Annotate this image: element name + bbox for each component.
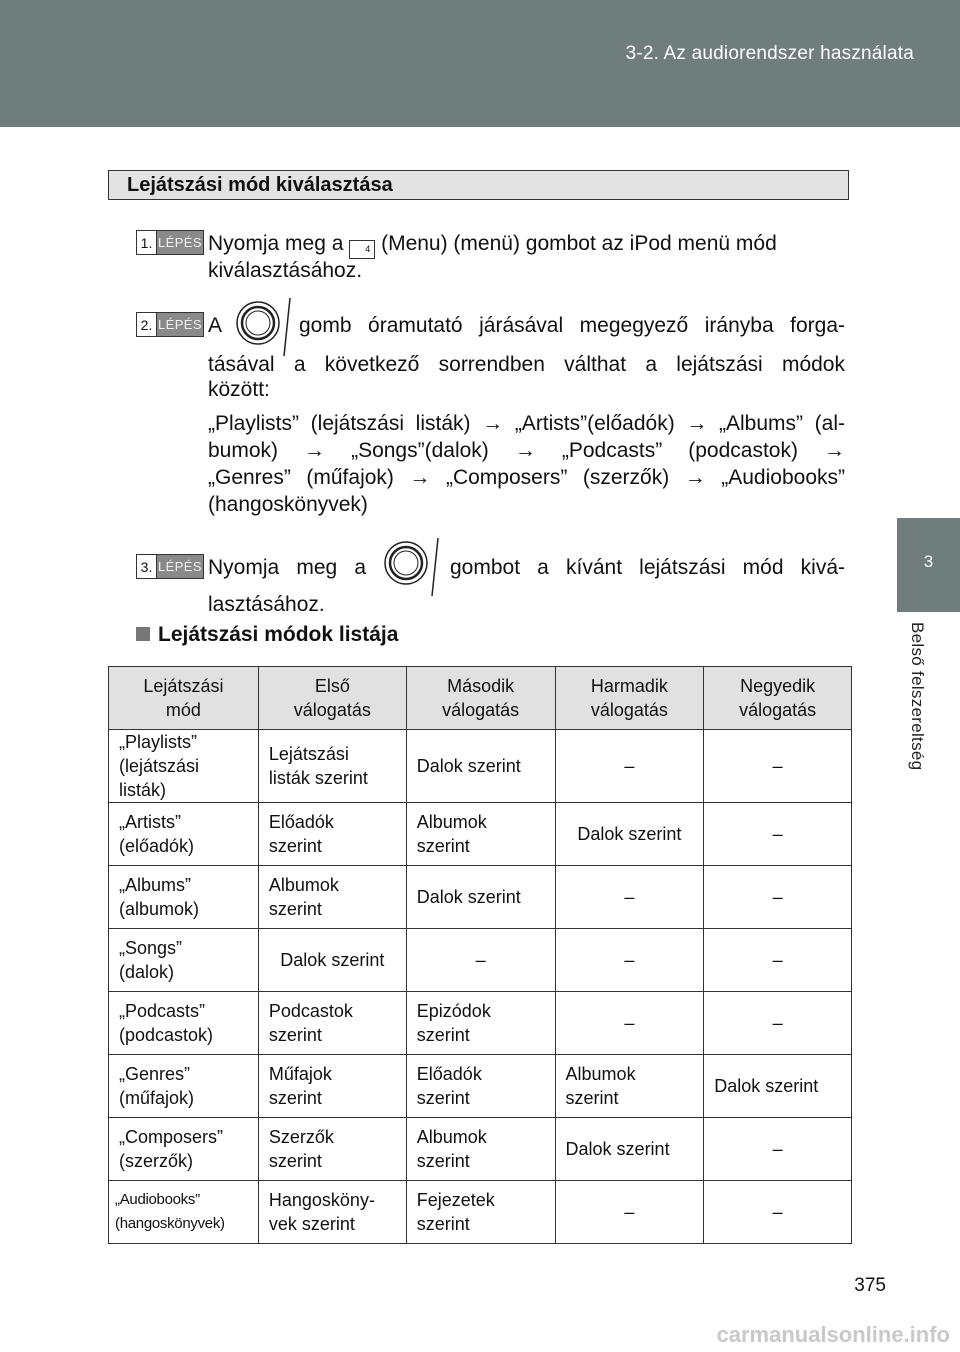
table-row <box>109 730 852 803</box>
section-title: Lejátszási mód kiválasztása <box>127 174 393 196</box>
table-cell: „Songs” (dalok) <box>109 929 259 992</box>
table-cell: Dalok szerint <box>704 1055 852 1118</box>
playback-modes-table <box>108 666 852 1244</box>
table-row <box>109 803 852 866</box>
table-cell: „Playlists” (lejátszási listák) <box>109 730 259 803</box>
table-cell: – <box>555 1181 704 1244</box>
table-cell: „Podcasts” (podcastok) <box>109 992 259 1055</box>
table-cell: – <box>704 866 852 929</box>
table-row <box>109 992 852 1055</box>
table-cell: – <box>704 1118 852 1181</box>
step-word: LÉPÉS <box>157 313 203 336</box>
table-cell: Epizódok szerint <box>406 992 555 1055</box>
step-number: 3. <box>137 555 157 578</box>
list-heading-text: Lejátszási módok listája <box>158 623 399 646</box>
table-cell: Albumok szerint <box>406 1118 555 1181</box>
table-cell: – <box>704 803 852 866</box>
table-cell: – <box>704 992 852 1055</box>
table-cell: Dalok szerint <box>258 929 406 992</box>
step-1-line-1 <box>208 230 777 259</box>
table-cell: Albumok szerint <box>555 1055 704 1118</box>
table-cell: „Albums” (albumok) <box>109 866 259 929</box>
table-row <box>109 866 852 929</box>
table-cell: Műfajok szerint <box>258 1055 406 1118</box>
table-cell: Lejátszási listák szerint <box>258 730 406 803</box>
step-2-line-3: között: <box>208 378 270 401</box>
footer-watermark: carmanualsonline.info <box>716 1322 950 1347</box>
step-3-line-1a: Nyomja meg a <box>208 556 366 579</box>
step-word: LÉPÉS <box>157 231 203 254</box>
step-1-text-after: (Menu) (menü) gombot az iPod menü mód <box>381 232 777 255</box>
table-cell: Szerzők szerint <box>258 1118 406 1181</box>
table-row <box>109 1118 852 1181</box>
table-cell: Dalok szerint <box>555 803 704 866</box>
table-cell: Dalok szerint <box>406 730 555 803</box>
table-cell: Dalok szerint <box>555 1118 704 1181</box>
header-cell: Negyedik válogatás <box>704 667 852 730</box>
table-cell: – <box>555 730 704 803</box>
table-cell: – <box>704 730 852 803</box>
step-1-text-before: Nyomja meg a <box>208 232 344 255</box>
header-section-title: 3-2. Az audiorendszer használata <box>625 43 914 64</box>
table-cell: „Audiobooks” (hangoskönyvek) <box>109 1181 259 1244</box>
menu-key-icon: 4 <box>349 240 375 259</box>
step-badge-2 <box>136 312 204 337</box>
table-cell: „Genres” (műfajok) <box>109 1055 259 1118</box>
table-cell: Hangosköny- vek szerint <box>258 1181 406 1244</box>
header-cell: Első válogatás <box>258 667 406 730</box>
table-cell: – <box>555 866 704 929</box>
step-word: LÉPÉS <box>157 555 203 578</box>
list-heading <box>136 623 398 647</box>
step-number: 2. <box>137 313 157 336</box>
table-cell: Fejezetek szerint <box>406 1181 555 1244</box>
step-1-line-2: kiválasztásához. <box>208 259 363 282</box>
table-row <box>109 929 852 992</box>
header-cell: Második válogatás <box>406 667 555 730</box>
table-cell: Előadók szerint <box>406 1055 555 1118</box>
mode-sequence-line-2: bumok) → „Songs”(dalok) → „Podcasts” (podcastok) → <box>208 439 845 462</box>
header-cell: Harmadik válogatás <box>555 667 704 730</box>
table-cell: Albumok szerint <box>406 803 555 866</box>
table-cell: – <box>704 929 852 992</box>
table-row <box>109 1181 852 1244</box>
step-badge-1 <box>136 230 204 255</box>
table-cell: „Artists” (előadók) <box>109 803 259 866</box>
step-3-line-2: lasztásához. <box>208 593 325 616</box>
chapter-number: 3 <box>923 552 934 571</box>
table-cell: Podcastok szerint <box>258 992 406 1055</box>
step-2-line-1a: A <box>208 314 223 337</box>
mode-sequence-line-4: (hangoskönyvek) <box>208 493 368 516</box>
table-cell: – <box>555 992 704 1055</box>
step-2-line-1b: gomb óramutató járásával megegyező irányba forga- <box>299 314 845 337</box>
table-cell: – <box>704 1181 852 1244</box>
mode-sequence-line-3: „Genres” (műfajok) → „Composers” (szerzők) → „Audiobooks” <box>208 466 845 489</box>
step-number: 1. <box>137 231 157 254</box>
table-cell: Előadók szerint <box>258 803 406 866</box>
chapter-label: Belső felszereltség <box>908 622 927 771</box>
step-2-line-2: tásával a következő sorrendben válthat a lejátszási módok <box>208 353 845 376</box>
table-cell: Albumok szerint <box>258 866 406 929</box>
rotary-knob-icon <box>380 536 446 598</box>
table-cell: – <box>555 929 704 992</box>
header-cell: Lejátszási mód <box>109 667 259 730</box>
step-badge-3 <box>136 554 204 579</box>
table-cell: – <box>406 929 555 992</box>
square-bullet-icon <box>136 627 150 641</box>
table-cell: „Composers” (szerzők) <box>109 1118 259 1181</box>
mode-sequence-line-1: „Playlists” (lejátszási listák) → „Artists”(előadók) → „Albums” (al- <box>208 412 845 435</box>
rotary-knob-icon <box>232 296 298 358</box>
table-cell: Dalok szerint <box>406 866 555 929</box>
table-row <box>109 1055 852 1118</box>
step-3-line-1b: gombot a kívánt lejátszási mód kivá- <box>450 556 845 579</box>
page-number: 375 <box>854 1275 886 1296</box>
table-header-row <box>109 667 852 730</box>
section-title-box <box>108 170 849 200</box>
